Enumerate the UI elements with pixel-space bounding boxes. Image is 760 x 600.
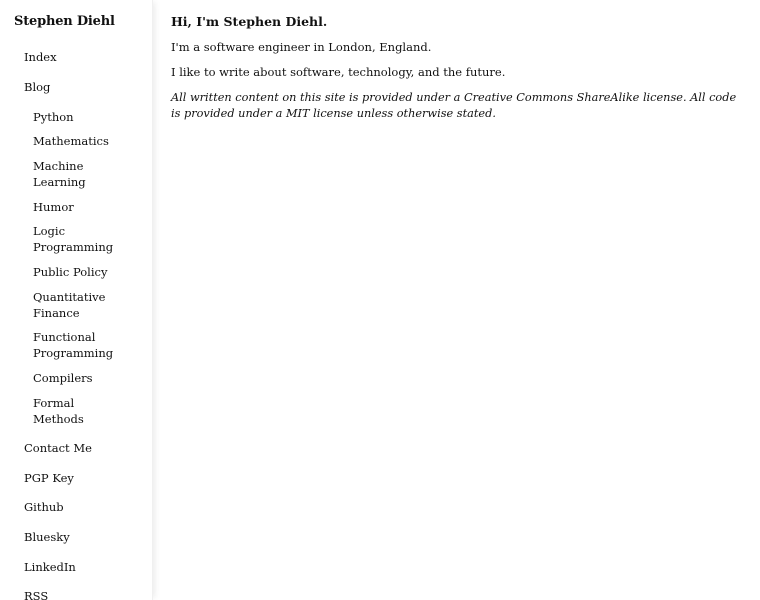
nav-link-logic-programming-line-2: Programming bbox=[33, 239, 114, 254]
nav-link-machine-learning-line-1: Machine bbox=[33, 159, 84, 173]
nav-link-index[interactable]: Index bbox=[24, 50, 57, 64]
nav-link-compilers[interactable]: Compilers bbox=[33, 371, 93, 385]
nav-link-quantitative-finance-line-2: Finance bbox=[33, 305, 80, 320]
main-content bbox=[171, 14, 746, 120]
nav-link-machine-learning-line-2: Learning bbox=[33, 174, 86, 189]
nav-link-github[interactable]: Github bbox=[24, 500, 64, 514]
nav-link-logic-programming-line-1: Logic bbox=[33, 224, 66, 238]
sidebar-nav bbox=[0, 0, 152, 600]
interests-paragraph: I like to write about software, technology, and the future. bbox=[171, 65, 506, 79]
nav-link-blog[interactable]: Blog bbox=[24, 80, 51, 94]
nav-link-python[interactable]: Python bbox=[33, 110, 74, 124]
nav-link-contact-me[interactable]: Contact Me bbox=[24, 441, 92, 455]
nav-link-pgp-key[interactable]: PGP Key bbox=[24, 471, 74, 485]
nav-link-mathematics[interactable]: Mathematics bbox=[33, 134, 109, 148]
nav-link-rss[interactable]: RSS bbox=[24, 589, 49, 600]
nav-link-functional-programming-line-1: Functional bbox=[33, 330, 96, 344]
nav-link-bluesky[interactable]: Bluesky bbox=[24, 530, 70, 544]
nav-link-logic-programming[interactable] bbox=[33, 224, 113, 255]
nav-link-quantitative-finance[interactable] bbox=[33, 290, 105, 321]
nav-link-linkedin[interactable]: LinkedIn bbox=[24, 560, 76, 574]
nav-link-public-policy[interactable]: Public Policy bbox=[33, 265, 108, 279]
nav-link-formal-methods-line-2: Methods bbox=[33, 411, 84, 426]
site-title[interactable]: Stephen Diehl bbox=[14, 14, 115, 29]
intro-paragraph: I'm a software engineer in London, England. bbox=[171, 40, 432, 54]
nav-link-quantitative-finance-line-1: Quantitative bbox=[33, 290, 106, 304]
sidebar bbox=[0, 0, 153, 600]
nav-link-formal-methods-line-1: Formal bbox=[33, 396, 75, 410]
license-paragraph: All written content on this site is provided under a Creative Commons ShareAlike license. All code is provided under a MIT license unless otherwise stated. bbox=[171, 91, 737, 120]
nav-link-functional-programming-line-2: Programming bbox=[33, 345, 114, 360]
nav-link-machine-learning[interactable] bbox=[33, 159, 86, 190]
nav-link-humor[interactable]: Humor bbox=[33, 200, 74, 214]
nav-link-functional-programming[interactable] bbox=[33, 330, 113, 361]
nav-link-formal-methods[interactable] bbox=[33, 396, 84, 427]
greeting-heading: Hi, I'm Stephen Diehl. bbox=[171, 14, 328, 29]
